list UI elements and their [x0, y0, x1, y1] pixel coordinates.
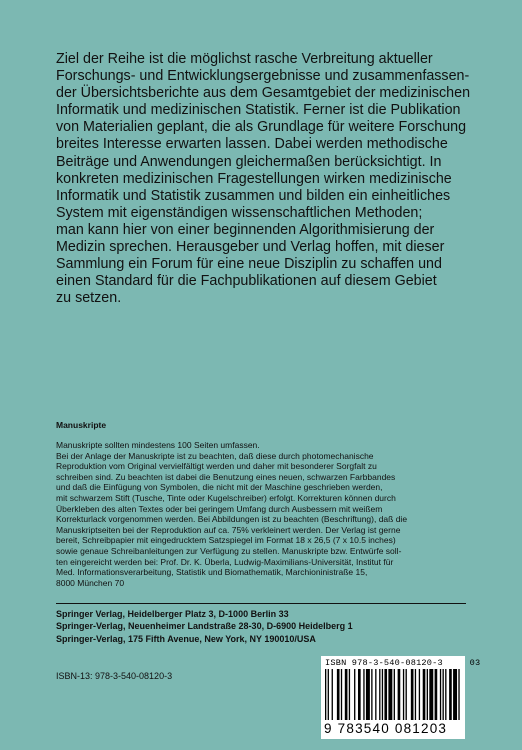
text-line: zu setzen. — [56, 290, 122, 307]
barcode-bar — [449, 669, 452, 720]
barcode-bar — [435, 669, 438, 720]
manuscripts-body — [56, 440, 476, 588]
isbn-text: ISBN-13: 978-3-540-08120-3 — [56, 671, 173, 681]
text-line: einen Standard für die Fachpublikationen auf diesem Gebiet — [56, 273, 437, 290]
text-line: breites Interesse erwarten lassen. Dabei werden methodische — [56, 136, 448, 153]
barcode-bar — [419, 669, 420, 720]
barcode-bar — [429, 669, 433, 720]
barcode-bar — [398, 669, 401, 720]
barcode — [321, 656, 481, 739]
text-line: Reproduktion vom Original vervielfältigt werden und daher mit besonderer Sorgfalt zu — [56, 461, 377, 472]
barcode-bar — [403, 669, 404, 720]
barcode-bar — [382, 669, 383, 720]
barcode-bar — [388, 669, 392, 720]
barcode-bar — [328, 669, 329, 720]
barcode-bar — [427, 669, 428, 720]
text-line: man kann hier von einer beginnenden Algorithmisierung der — [56, 221, 435, 238]
text-line: ten eingereicht werden bei: Prof. Dr. K. Überla, Ludwig-Maximilians-Universität, Institut für — [56, 556, 394, 567]
address-line: Springer Verlag, Heidelberger Platz 3, D-1000 Berlin 33 — [56, 609, 289, 619]
barcode-bar — [423, 669, 426, 720]
text-line: konkreten medizinischen Fragestellungen wirken medizinische — [56, 170, 452, 187]
barcode-bar — [325, 669, 326, 720]
barcode-bar — [443, 669, 444, 720]
text-line: von Materialien geplant, die als Grundlage für weitere Forschung — [56, 119, 467, 136]
publisher-addresses — [56, 608, 353, 645]
text-line: und daß die Einfügung von Symbolen, die nicht mit der Maschine geschrieben werden, — [56, 482, 383, 493]
barcode-bar — [411, 669, 414, 720]
text-line: Informatik und medizinischen Statistik. Ferner ist die Publikation — [56, 102, 461, 119]
barcode-addon: 03 — [469, 658, 481, 668]
text-line: sowie genaue Schreibanleitungen zur Verfügung zu stellen. Manuskripte bzw. Entwürfe soll- — [56, 545, 402, 556]
barcode-bar — [384, 669, 387, 720]
text-line: mit schwarzem Stift (Tusche, Tinte oder Kugelschreiber) erfolgt. Korrekturen können durch — [56, 492, 396, 503]
text-line: Bei der Anlage der Manuskripte ist zu beachten, daß diese durch photomechanische — [56, 450, 374, 461]
barcode-bar — [394, 669, 395, 720]
barcode-bar — [366, 669, 370, 720]
series-description — [56, 51, 476, 307]
barcode-bar — [458, 669, 459, 720]
barcode-bar — [354, 669, 355, 720]
barcode-bar — [345, 669, 348, 720]
text-line: System mit eigenständigen wissenschaftlichen Methoden; — [56, 204, 423, 221]
address-line: Springer-Verlag, 175 Fifth Avenue, New York, NY 190010/USA — [56, 633, 316, 644]
barcode-bars — [325, 669, 461, 720]
barcode-bar — [445, 669, 446, 720]
text-line: Sammlung ein Forum für eine neue Disziplin zu schaffen und — [56, 256, 442, 273]
text-line: Medizin sprechen. Herausgeber und Verlag hoffen, mit dieser — [56, 239, 445, 256]
barcode-bar — [341, 669, 342, 720]
text-line: Manuskriptseiten bei der Reproduktion auf ca. 75% verkleinert werden. Der Verlag ist gerne — [56, 524, 401, 535]
barcode-bar — [349, 669, 350, 720]
address-line: Springer-Verlag, Neuenheimer Landstraße 28-30, D-6900 Heidelberg 1 — [56, 621, 353, 632]
barcode-bar — [337, 669, 340, 720]
text-line: der Übersichtsberichte aus dem Gesamtgebiet der medizinischen — [56, 85, 471, 102]
barcode-bar — [332, 669, 333, 720]
text-line: Forschungs- und Entwicklungsergebnisse und zusammenfassen- — [56, 68, 470, 85]
text-line: 8000 München 70 — [56, 577, 125, 588]
barcode-bar — [415, 669, 416, 720]
text-line: schreiben sind. Zu beachten ist dabei die Benutzung eines neuen, schwarzen Farbbandes — [56, 471, 396, 482]
text-line: Beiträge und Anwendungen gleichermaßen berücksichtigt. In — [56, 153, 442, 170]
barcode-bar — [440, 669, 441, 720]
barcode-bar — [358, 669, 361, 720]
barcode-digits: 9 783540 081203 — [324, 721, 448, 736]
text-line: Überkleben des alten Textes oder bei geringem Umfang durch Ausbessern mit weißem — [56, 503, 383, 514]
divider — [56, 603, 466, 604]
text-line: Korrekturlack vorgenommen werden. Bei Abbildungen ist zu beachten (Beschriftung), daß die — [56, 514, 408, 525]
barcode-bar — [406, 669, 407, 720]
barcode-bar — [453, 669, 457, 720]
barcode-bar — [363, 669, 364, 720]
barcode-isbn: ISBN 978-3-540-08120-3 — [325, 658, 443, 668]
manuscripts-heading: Manuskripte — [56, 420, 107, 430]
text-line: bereit, Schreibpapier mit eingedrucktem Satzspiegel im Format 18 x 26,5 (7 x 10.5 inches) — [56, 535, 396, 546]
text-line: Informatik und Statistik zusammen und bilden ein einheitliches — [56, 187, 451, 204]
barcode-top-text — [325, 658, 480, 668]
text-line: Ziel der Reihe ist die möglichst rasche Verbreitung aktueller — [56, 51, 433, 67]
barcode-bar — [379, 669, 380, 720]
text-line: Manuskripte sollten mindestens 100 Seiten umfassen. — [56, 440, 260, 450]
barcode-bar — [371, 669, 372, 720]
text-line: Med. Informationsverarbeitung, Statistik und Biomathematik, Marchioninistraße 15, — [56, 567, 368, 578]
barcode-bar — [375, 669, 376, 720]
